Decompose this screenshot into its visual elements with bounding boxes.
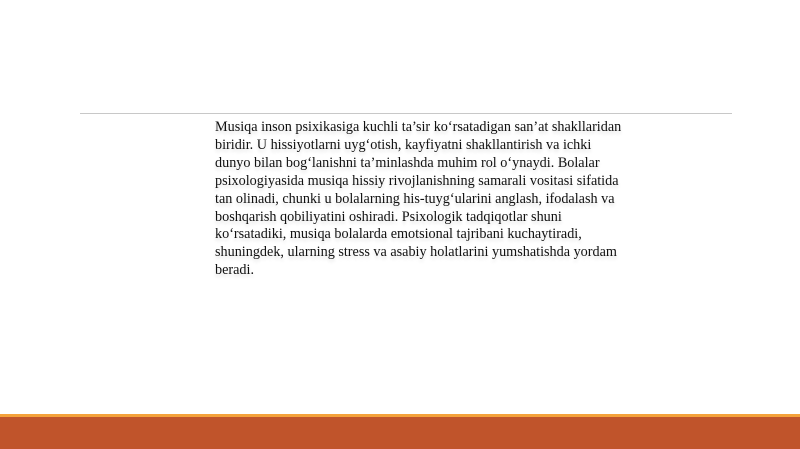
top-divider — [80, 113, 732, 114]
body-paragraph: Musiqa inson psixikasiga kuchli ta’sir ko‘rsatadigan san’at shakllaridan biridir. U hissiyotlarni uyg‘otish, kayfiyatni shakllantirish va ichki dunyo bilan bog‘lanishni ta’minlashda muhim rol o‘ynaydi. Bolalar psixologiyasida musiqa hissiy rivojlanishning samarali vositasi sifatida tan olinadi, chunki u bolalarning his-tuyg‘ularini anglash, ifodalash va boshqarish qobiliyatini oshiradi. Psixologik tadqiqotlar shuni ko‘rsatadiki, musiqa bolalarda emotsional tajribani kuchaytiradi, shuningdek, ularning stress va asabiy holatlarini yumshatishda yordam beradi. — [215, 119, 622, 279]
footer-band — [0, 417, 800, 449]
